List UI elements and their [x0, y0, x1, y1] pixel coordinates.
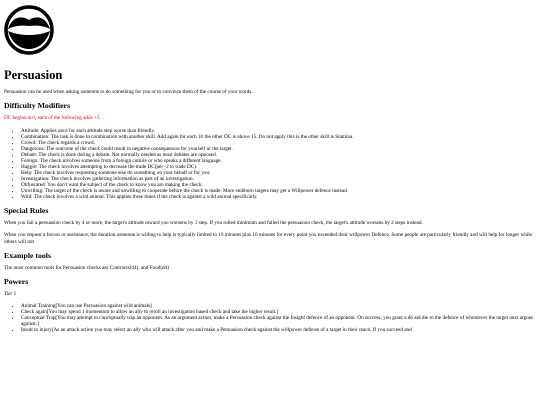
- example-tools-text: The most common tools for Persuasion checks are Contracts(d4), and Food(d4): [4, 265, 169, 272]
- list-item: • Unwilling: The target of the check is aware and unwilling to cooperate before the check is made. More stubborn targets may get a Willpower defence instead.: [21, 188, 534, 194]
- intro-paragraph: Persuasion can be used when asking someone to do something for you or to convince them of the course of your words.: [4, 89, 253, 95]
- list-item: • Check again[You may spend 1 momentum to allow an ally to reroll an investigation based check and take the higher result.]: [21, 309, 534, 315]
- list-item: • Crowd: The check regards a crowd.: [21, 140, 534, 146]
- list-item: • Combination: The task is done in combination with another skill. Add again for each 10 the other DC is above 15. Do not apply this is the other skill is Stamina.: [21, 134, 534, 140]
- special-rules-heading: Special Rules: [4, 205, 49, 215]
- powers-heading: Powers: [4, 277, 29, 287]
- content: [4, 68, 534, 339]
- mouth-logo-icon: [4, 4, 54, 56]
- powers-list: [4, 303, 534, 333]
- list-item: • Investigation: The check involves gathering information as part of an investigation.: [21, 176, 534, 182]
- list-item: • Help: The check involves requesting someone else do something on your behalf or for you.: [21, 170, 534, 176]
- list-item: • Foreign: The check involves someone from a foreign culture or who speaks a different language.: [21, 158, 534, 164]
- example-tools-heading: Example tools: [4, 251, 51, 261]
- page-title: Persuasion: [4, 68, 63, 82]
- difficulty-list: [4, 128, 534, 200]
- list-item: • Obfuscated: You don't want the subject of the check to know you are making the check.: [21, 182, 534, 188]
- difficulty-heading: Difficulty Modifiers: [4, 101, 71, 111]
- list-item: • Conceptual Trap[You may attempt to conceptually trap an opponent. As an argument action, make a Persuasion check against the Insight defence of an opponent. On success, you grant a d6 aid die to the defence of whomever the target next argues against.]: [21, 315, 534, 327]
- list-item: • Debate: The check is done during a debate. Not normally needed as most debates are opposed.: [21, 152, 534, 158]
- list-item: • Wild: The check involves a wild animal. This applies three times if the check is against a wild animal specifically.: [21, 194, 534, 200]
- list-item: • Dangerous: The outcome of the check could result in negative consequences for yourself or the target.: [21, 146, 534, 152]
- list-item: • Attitude: Applies once for each attitude step worse than friendly.: [21, 128, 534, 134]
- special-rule-paragraph: When you fail a persuasion check by 4 or more, the target's attitude toward you worsens by 1 step. If you rolled minimum and failed the persuasion check, the target's attitude worsens by 2 steps instead.: [4, 219, 423, 226]
- list-item: • Haggle: The check involves attempting to decrease the trade DC(per -2 to trade DC).: [21, 164, 534, 170]
- tier-label: Tier 1: [4, 291, 17, 298]
- list-item: • Insult to injury[As an attack action you may select an ally who will attack after you and make a Persuasion check against the willpower defense of a target in their reach. If you succeed and: [21, 327, 534, 333]
- list-item: • Animal Training[You can use Persuasion against wild animals]: [21, 303, 534, 309]
- dc-note: DC begins at 0, each of the following adds +5.: [4, 115, 101, 122]
- special-rule-paragraph: When you request a favour or assistance, the duration someone is willing to help is typically limited to 10 minutes plus 10 minutes for every point you exceeded their willpower Defence. Some people are particularly friendly and will help for longer while others will not: [4, 232, 532, 245]
